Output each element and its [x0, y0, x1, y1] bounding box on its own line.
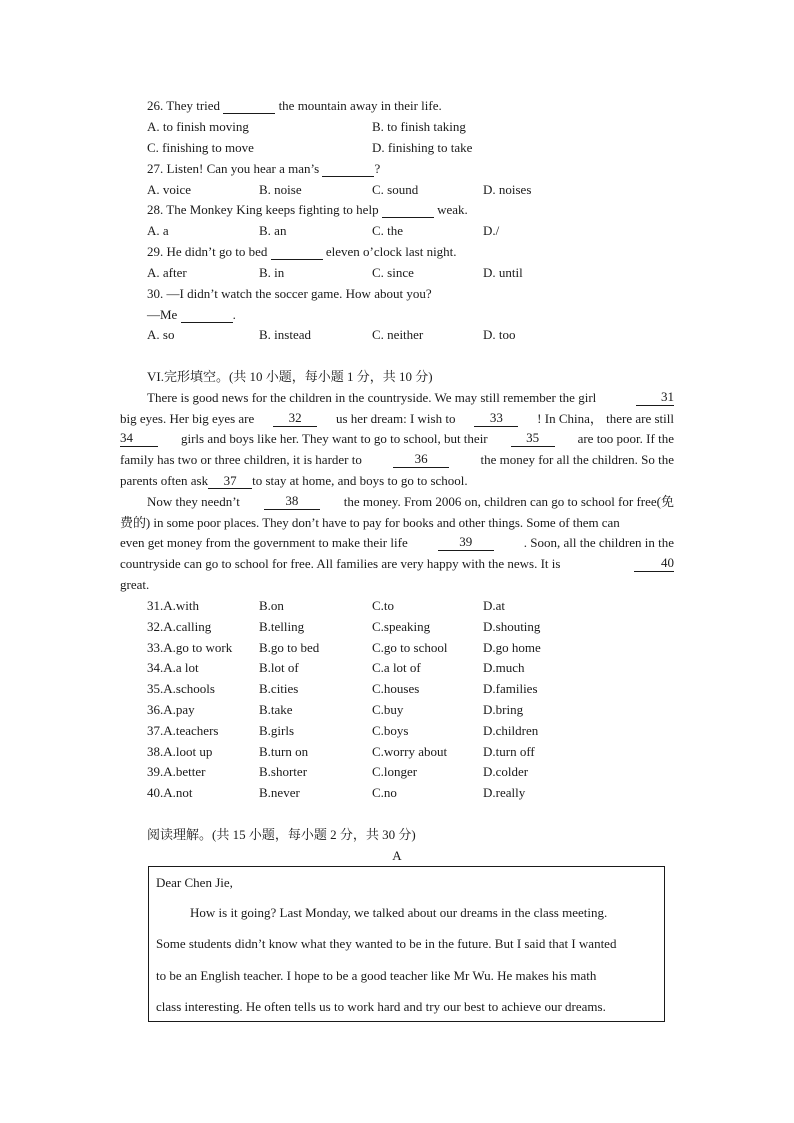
- blank-33: 33: [474, 411, 518, 427]
- cloze-option: 35.A.schools: [147, 681, 215, 697]
- cloze-option: 39.A.better: [147, 764, 206, 780]
- cloze-option: B.take: [259, 702, 293, 717]
- cloze-line: countryside can go to school for free. All families are very happy with the news. It is 40: [120, 555, 674, 571]
- letter-line: class interesting. He often tells us to work hard and try our best to achieve our dreams.: [156, 999, 606, 1014]
- blank-38: 38: [264, 494, 320, 510]
- letter-line: Some students didn’t know what they wanted to be in the future. But I said that I wanted: [156, 936, 617, 951]
- cloze-option: C.go to school: [372, 639, 448, 655]
- cloze-option: B.girls: [259, 722, 295, 738]
- cloze-option: D.really: [483, 785, 526, 801]
- option: D. noises: [483, 182, 532, 197]
- cloze-option: 32.A.calling: [147, 618, 212, 634]
- cloze-line: 34 girls and boys like her. They want to go to school, but their 35 are too poor. If the: [120, 430, 674, 446]
- option: A. a: [147, 223, 169, 238]
- answer-blank: [382, 203, 434, 218]
- cloze-option: B.shorter: [259, 764, 308, 780]
- option: C. the: [372, 223, 404, 238]
- answer-blank: [223, 99, 275, 114]
- cloze-option: B.on: [259, 598, 284, 613]
- cloze-line: There is good news for the children in the countryside. We may still remember the girl 31: [147, 389, 674, 405]
- cloze-option: D.families: [483, 681, 538, 697]
- letter-line: How is it going? Last Monday, we talked about our dreams in the class meeting.: [190, 905, 608, 920]
- option: A. voice: [147, 182, 192, 197]
- cloze-line: family has two or three children, it is harder to 36 the money for all the children. So the: [120, 451, 674, 467]
- cloze-line: parents often ask 37 to stay at home, and boys to go to school.: [120, 473, 468, 488]
- option: C. since: [372, 265, 414, 280]
- question-26-stem: 26. They tried the mountain away in their life.: [147, 98, 442, 113]
- cloze-line: 费的) in some poor places. They don’t have to pay for books and other things. Some of them can: [120, 515, 620, 530]
- option: B. to finish taking: [372, 119, 466, 134]
- option: D./: [483, 223, 500, 238]
- cloze-option: B.cities: [259, 681, 299, 697]
- option: B. noise: [259, 182, 302, 197]
- option: B. in: [259, 265, 285, 280]
- option: D. finishing to take: [372, 140, 473, 155]
- option: B. instead: [259, 327, 311, 342]
- option: D. too: [483, 327, 516, 342]
- letter-greeting: Dear Chen Jie,: [156, 875, 233, 890]
- answer-blank: [181, 308, 233, 323]
- cloze-option: C.to: [372, 598, 395, 613]
- cloze-option: B.never: [259, 785, 300, 801]
- letter-line: to be an English teacher. I hope to be a good teacher like Mr Wu. He makes his math: [156, 968, 597, 983]
- cloze-option: D.bring: [483, 702, 524, 717]
- blank-34: 34: [120, 431, 158, 447]
- cloze-option: B.telling: [259, 618, 305, 634]
- cloze-line: Now they needn’t 38 the money. From 2006 on, children can go to school for free(免: [147, 493, 674, 509]
- cloze-option: 40.A.not: [147, 785, 193, 801]
- option: A. after: [147, 265, 187, 280]
- blank-32: 32: [273, 411, 317, 427]
- cloze-line: great.: [120, 577, 150, 592]
- cloze-option: 37.A.teachers: [147, 722, 219, 738]
- answer-blank: [271, 245, 323, 260]
- cloze-option: C.boys: [372, 722, 409, 738]
- cloze-line: even get money from the government to make their life 39 . Soon, all the children in the: [120, 534, 674, 550]
- section-label: A: [392, 848, 402, 863]
- option: C. finishing to move: [147, 140, 254, 155]
- blank-40: 40: [634, 556, 674, 572]
- cloze-option: C.no: [372, 785, 397, 801]
- cloze-option: D.turn off: [483, 743, 535, 759]
- cloze-option: 31.A.with: [147, 598, 199, 613]
- option: A. so: [147, 327, 175, 342]
- reading-heading: 阅读理解。(共 15 小题，每小题 2 分，共 30 分): [147, 827, 416, 842]
- blank-37: 37: [208, 474, 252, 489]
- question-28-stem: 28. The Monkey King keeps fighting to help weak.: [147, 202, 468, 217]
- question-30-reply: —Me .: [147, 307, 236, 322]
- question-29-stem: 29. He didn’t go to bed eleven o’clock last night.: [147, 244, 457, 259]
- cloze-option: C.longer: [372, 764, 418, 780]
- blank-31: 31: [636, 390, 674, 406]
- cloze-option: D.at: [483, 598, 506, 613]
- cloze-option: C.buy: [372, 702, 404, 717]
- option: C. neither: [372, 327, 424, 342]
- option: D. until: [483, 265, 523, 280]
- blank-35: 35: [511, 431, 555, 447]
- cloze-option: 34.A.a lot: [147, 660, 199, 676]
- cloze-heading: VI.完形填空。(共 10 小题，每小题 1 分，共 10 分): [147, 369, 433, 384]
- cloze-option: B.turn on: [259, 743, 309, 759]
- answer-blank: [322, 162, 374, 177]
- cloze-option: C.speaking: [372, 618, 431, 634]
- cloze-option: B.go to bed: [259, 639, 320, 655]
- cloze-option: 33.A.go to work: [147, 639, 233, 655]
- option: C. sound: [372, 182, 419, 197]
- letter-box: [148, 866, 665, 1022]
- option: B. an: [259, 223, 287, 238]
- cloze-option: B.lot of: [259, 660, 299, 676]
- blank-39: 39: [438, 535, 494, 551]
- cloze-option: D.much: [483, 660, 525, 676]
- cloze-option: D.go home: [483, 639, 541, 655]
- cloze-option: D.children: [483, 722, 539, 738]
- question-30-stem: 30. —I didn’t watch the soccer game. How about you?: [147, 286, 432, 301]
- blank-36: 36: [393, 452, 449, 468]
- option: A. to finish moving: [147, 119, 249, 134]
- cloze-option: C.worry about: [372, 743, 448, 759]
- cloze-option: C.houses: [372, 681, 420, 697]
- question-27-stem: 27. Listen! Can you hear a man’s ?: [147, 161, 381, 176]
- cloze-option: 36.A.pay: [147, 702, 195, 717]
- cloze-option: 38.A.loot up: [147, 743, 213, 759]
- cloze-option: C.a lot of: [372, 660, 421, 676]
- cloze-option: D.shouting: [483, 618, 541, 634]
- cloze-option: D.colder: [483, 764, 529, 780]
- cloze-line: big eyes. Her big eyes are 32 us her dream: I wish to 33 ! In China， there are still: [120, 410, 674, 426]
